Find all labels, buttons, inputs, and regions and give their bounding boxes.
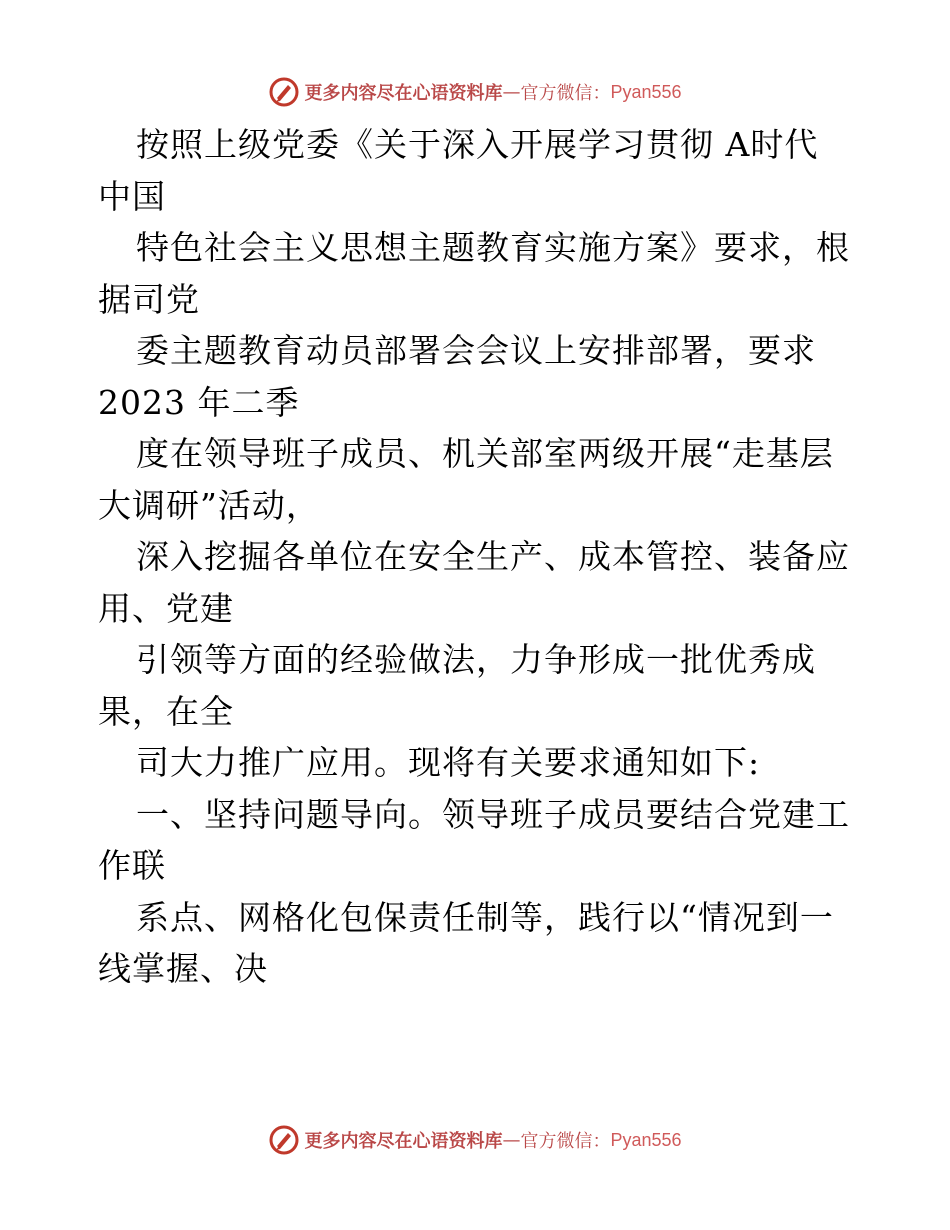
text-line: 系点、网格化包保责任制等，践行以“情况到一 bbox=[136, 897, 834, 937]
text-line: 线掌握、决 bbox=[98, 949, 268, 988]
text-line: 作联 bbox=[98, 846, 166, 885]
text-line: 大调研”活动， bbox=[98, 485, 320, 525]
footer-watermark bbox=[0, 1120, 950, 1160]
banner-dash: — bbox=[502, 1129, 521, 1151]
banner-wechat-id: Pyan556 bbox=[610, 1129, 682, 1150]
text-line: 2023 年二季 bbox=[98, 382, 300, 422]
document-body bbox=[0, 119, 950, 995]
text-line: 按照上级党委《关于深入开展学习贯彻 A时代 bbox=[136, 125, 819, 164]
brand-logo-icon bbox=[268, 1124, 300, 1156]
banner-wechat-id: Pyan556 bbox=[610, 81, 682, 102]
text-line: 据司党 bbox=[98, 279, 200, 319]
text-line: 深入挖掘各单位在安全生产、成本管控、装备应 bbox=[136, 537, 850, 576]
text-line: 引领等方面的经验做法，力争形成一批优秀成 bbox=[136, 640, 816, 679]
header-watermark bbox=[0, 72, 950, 112]
banner-main-text: 更多内容尽在心语资料库 bbox=[304, 83, 503, 104]
banner-sub-text: 官方微信： bbox=[520, 83, 611, 104]
brand-logo-icon bbox=[268, 76, 300, 108]
banner-main-text: 更多内容尽在心语资料库 bbox=[304, 1131, 503, 1152]
text-line: 司大力推广应用。现将有关要求通知如下: bbox=[136, 743, 761, 782]
text-line: 用、党建 bbox=[98, 588, 234, 628]
text-line: 特色社会主义思想主题教育实施方案》要求，根 bbox=[136, 228, 850, 267]
text-line: 一、坚持问题导向。领导班子成员要结合党建工 bbox=[136, 794, 850, 834]
banner-sub-text: 官方微信： bbox=[520, 1131, 611, 1152]
text-line: 中国 bbox=[98, 176, 166, 216]
text-line: 果，在全 bbox=[98, 691, 234, 731]
text-line: 委主题教育动员部署会会议上安排部署，要求 bbox=[136, 331, 816, 370]
text-line: 度在领导班子成员、机关部室两级开展“走基层 bbox=[136, 434, 834, 473]
banner-dash: — bbox=[502, 81, 521, 103]
